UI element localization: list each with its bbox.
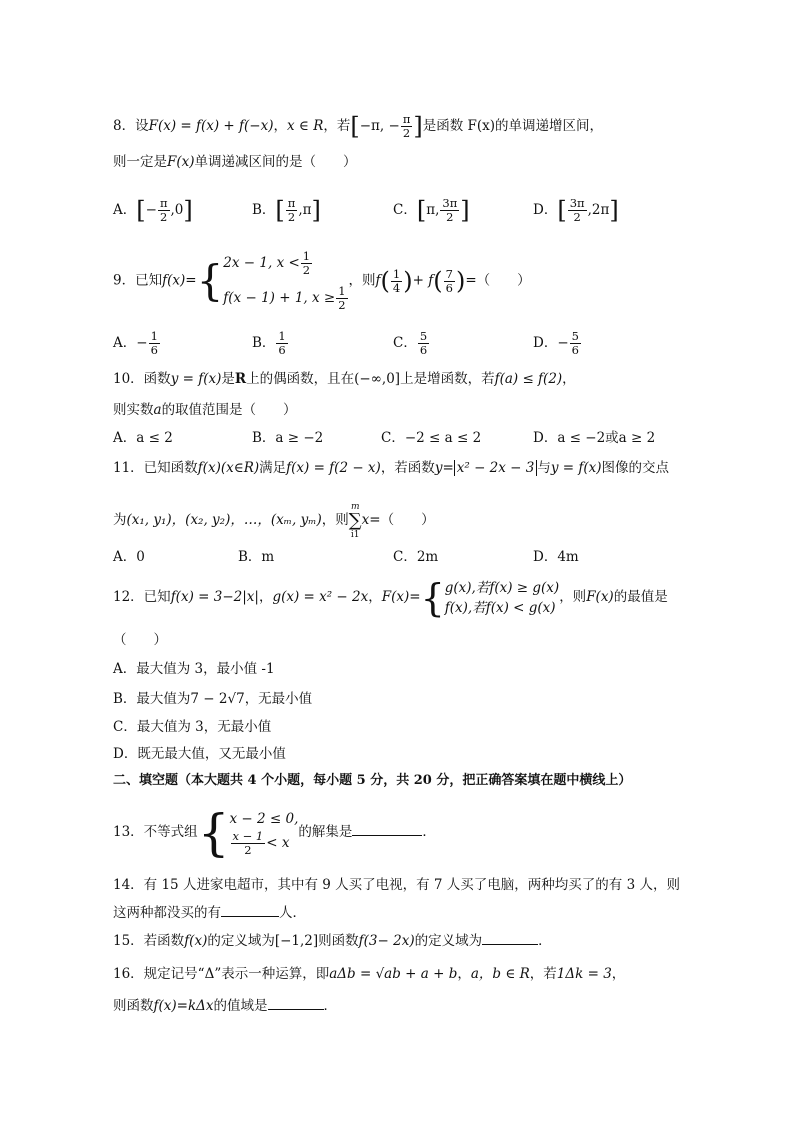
q12-F2: F(x) xyxy=(586,589,614,605)
q14-line2 xyxy=(113,902,306,923)
q13-cases xyxy=(230,808,299,857)
q9-a-num: 1 xyxy=(150,329,158,343)
q11-option-b[interactable]: B．m xyxy=(238,549,275,565)
q16-line1 xyxy=(113,964,625,984)
q11-e: 图像的交点 xyxy=(601,460,670,476)
q12-option-c[interactable]: C．最大值为 3，无最小值 xyxy=(113,719,272,735)
q11-cond: f(x) = f(2 − x) xyxy=(286,460,381,476)
q12-f: f(x) = 3−2|x| xyxy=(170,589,259,605)
q13-answer-blank[interactable] xyxy=(352,821,422,836)
q9-p1l: ( xyxy=(380,267,390,295)
q15-end: ． xyxy=(538,933,552,949)
q8-sep1: ， xyxy=(273,118,287,134)
q9-p2l: ( xyxy=(433,267,443,295)
q9-option-a[interactable] xyxy=(113,330,161,357)
q12-case1: g(x),若f(x) ≥ g(x) xyxy=(444,579,560,596)
q9-c-frac xyxy=(418,330,429,357)
q8-c-br: ] xyxy=(460,196,470,225)
q11-a: 11．已知函数 xyxy=(113,460,198,476)
q8-option-b[interactable] xyxy=(252,197,321,224)
q11-d: 与 xyxy=(537,460,551,476)
q10-option-d[interactable]: D．a ≤ −2或a ≥ 2 xyxy=(533,430,656,446)
q8-a-frac xyxy=(158,197,170,224)
q8-c-frac xyxy=(440,197,459,224)
q12-F: F(x)= xyxy=(381,589,421,605)
q12-d: ，则 xyxy=(559,589,587,605)
q10-c: 上的偶函数，且在(−∞,0]上是增函数，若 xyxy=(246,371,495,387)
q8-a-br: ] xyxy=(183,196,193,225)
q10-b: 是 xyxy=(221,371,235,387)
q8-a-bl: [ xyxy=(136,196,146,225)
q9-case1-den: 2 xyxy=(302,263,311,277)
q9-option-c[interactable] xyxy=(393,330,430,357)
q8-option-d[interactable] xyxy=(533,197,619,224)
q12-option-b[interactable] xyxy=(113,689,312,709)
q8-b-frac xyxy=(286,197,298,224)
q8-bracket-left: [ xyxy=(350,112,360,141)
q11-option-d[interactable]: D．4m xyxy=(533,549,579,565)
q8-interval-left: −π, − xyxy=(359,118,400,134)
q9-case1-frac xyxy=(301,250,312,277)
q8-d-label: D． xyxy=(533,202,558,218)
q11-line1 xyxy=(113,458,669,478)
q16-b: ， xyxy=(457,966,471,982)
q13-b: 的解集是 xyxy=(298,824,353,840)
q9-a-frac xyxy=(149,330,160,357)
q8-d-frac xyxy=(568,197,587,224)
q13-case2-den: 2 xyxy=(244,843,252,857)
q9-b-frac xyxy=(276,330,287,357)
q8-tail: 是函数 F(x)的单调递增区间， xyxy=(422,118,604,134)
q8-c-den: 2 xyxy=(446,210,454,224)
q11-abs: x² − 2x − 3 xyxy=(454,460,538,476)
q10-line2-var: a xyxy=(153,402,162,418)
q13-brace: { xyxy=(197,803,230,862)
q11-expr: f(x)(x∈R) xyxy=(197,460,260,476)
q10-line2-a: 则实数 xyxy=(113,402,154,418)
q9-cases xyxy=(223,250,348,312)
q8-a-right: ,0 xyxy=(170,202,184,218)
q12-c: ， xyxy=(368,589,382,605)
q8-b-num: π xyxy=(287,196,296,210)
q11-b: 满足 xyxy=(259,460,287,476)
q9-brace: { xyxy=(196,256,224,305)
q9-d-sign: − xyxy=(557,335,569,351)
q10-option-c[interactable]: C．−2 ≤ a ≤ 2 xyxy=(381,430,482,446)
q9-d-label: D． xyxy=(533,335,558,351)
q9-c-den: 6 xyxy=(419,343,428,357)
q15-b: 的定义域为[−1,2]则函数 xyxy=(207,933,359,949)
q11-sum-bot: i1 xyxy=(350,529,360,540)
q9-c-label: C． xyxy=(393,335,417,351)
section-2-heading: 二、填空题（本大题共 4 个小题，每小题 5 分，共 20 分，把正确答案填在题中横线上） xyxy=(113,773,632,788)
q11-option-c[interactable]: C．2m xyxy=(393,549,439,565)
q8-cond: x ∈ R xyxy=(287,118,324,134)
q8-c-label: C． xyxy=(393,202,417,218)
q9-f1-frac xyxy=(391,268,402,295)
q12-cases xyxy=(445,578,559,618)
q9-a-den: 6 xyxy=(150,343,158,357)
q9-p1r: ) xyxy=(403,267,413,295)
q8-frac-den: 2 xyxy=(402,126,411,140)
q9-option-d[interactable] xyxy=(533,330,582,357)
q10-line2 xyxy=(113,400,297,420)
q9-fx: f(x)= xyxy=(162,272,197,289)
q12-b-expr: 7 − 2√7 xyxy=(190,691,245,707)
q9-case2-den: 2 xyxy=(338,298,346,312)
q11-line2-b: ，则 xyxy=(321,512,349,528)
q12-brace: { xyxy=(420,575,445,620)
q12-paren: （ ） xyxy=(113,632,167,648)
q8-b-bl: [ xyxy=(275,196,285,225)
q14-line1: 14．有 15 人进家电超市，其中有 9 人买了电视，有 7 人买了电脑，两种均买了的有 3 人，则 xyxy=(113,877,680,893)
q9-b-label: B． xyxy=(252,335,276,351)
q11-line2-c: =（ ） xyxy=(369,512,435,528)
q9-c-num: 5 xyxy=(419,329,428,343)
q9-f2-num: 7 xyxy=(445,266,453,281)
q16-cond: 1Δk = 3 xyxy=(556,966,612,982)
q12-e: 的最值是 xyxy=(613,589,668,605)
q8-a-den: 2 xyxy=(160,210,168,224)
q8-a-num: π xyxy=(159,196,168,210)
q12-option-a[interactable]: A．最大值为 3，最小值 -1 xyxy=(113,661,275,677)
q16-d: ， xyxy=(611,966,626,982)
q16-line2-b: 的值域是 xyxy=(213,998,268,1014)
q16-def: aΔb = √ab + a + b xyxy=(329,966,458,982)
q13-case2-frac xyxy=(231,830,266,857)
q16-line2-a: 则函数 xyxy=(113,998,154,1014)
q14-answer-blank[interactable] xyxy=(221,902,279,917)
q8-d-num: 3π xyxy=(569,196,585,210)
q8-c-num: 3π xyxy=(442,196,458,210)
q16-line2 xyxy=(113,995,337,1016)
q10-line2-b: 的取值范围是（ ） xyxy=(161,402,297,418)
q9-a-label: A． xyxy=(113,335,137,351)
q15-answer-blank[interactable] xyxy=(482,930,538,945)
q14-line2-a: 这两种都没买的有 xyxy=(113,905,221,921)
q10-option-b[interactable]: B．a ≥ −2 xyxy=(252,430,324,446)
q16-end: ． xyxy=(323,998,337,1014)
q8-line1 xyxy=(113,113,603,140)
q8-c-left: π, xyxy=(426,202,440,218)
q8-frac xyxy=(401,113,413,140)
q12-a: 12．已知 xyxy=(113,589,171,605)
q9-b-den: 6 xyxy=(278,343,286,357)
q11-line2-a: 为 xyxy=(113,512,127,528)
q11-y: y= xyxy=(434,460,454,476)
q10-R: R xyxy=(234,371,247,387)
q8-b-label: B． xyxy=(252,202,276,218)
q9-p2r: ) xyxy=(455,267,466,295)
q9-end: =（ ） xyxy=(465,272,531,289)
q8-option-c[interactable] xyxy=(393,197,470,224)
q8-number: 8．设 xyxy=(113,118,149,134)
q8-c-bl: [ xyxy=(416,196,427,225)
q10-d: ， xyxy=(562,371,576,387)
q8-line2 xyxy=(113,152,357,172)
q9-option-b[interactable] xyxy=(252,330,289,357)
q9-f1: f xyxy=(375,272,381,289)
q8-option-a[interactable] xyxy=(113,197,193,224)
q8-b-br: ] xyxy=(311,196,321,225)
q12-line xyxy=(113,574,668,620)
q14-line2-b: 人． xyxy=(279,905,306,921)
q11-c: ，若函数 xyxy=(380,460,435,476)
q9-case2-num: 1 xyxy=(338,284,346,298)
q9-f1-num: 1 xyxy=(392,266,401,281)
q8-bracket-right: ] xyxy=(413,112,423,141)
q16-answer-blank[interactable] xyxy=(268,995,324,1010)
q15-f2: f(3− 2x) xyxy=(358,933,415,949)
q9-mid: ，则 xyxy=(348,272,376,289)
q11-line2 xyxy=(113,500,435,541)
q8-frac-num: π xyxy=(402,112,411,126)
q15-c: 的定义域为 xyxy=(414,933,483,949)
q8-d-den: 2 xyxy=(573,210,581,224)
q16-c: ，若 xyxy=(529,966,557,982)
q9-case1 xyxy=(223,250,348,277)
q8-b-den: 2 xyxy=(287,210,296,224)
q13-case2-num: x − 1 xyxy=(232,829,264,843)
q9-a-sign: − xyxy=(136,335,148,351)
q8-line2-b: 单调递减区间的是（ ） xyxy=(194,154,357,170)
q8-a-left: − xyxy=(145,202,157,218)
q9-case2-frac xyxy=(336,285,347,312)
q16-a: 16．规定记号“Δ”表示一种运算，即 xyxy=(113,966,330,982)
q11-sum xyxy=(349,501,362,541)
q8-d-right: ,2π xyxy=(587,202,610,218)
q12-g: g(x) = x² − 2x xyxy=(272,589,369,605)
q9-f1-den: 4 xyxy=(392,280,401,295)
q8-a-label: A． xyxy=(113,202,137,218)
q11-points: (x₁, y₁)，(x₂, y₂)，…，(xₘ, yₘ) xyxy=(126,512,322,528)
q8-line2-a: 则一定是 xyxy=(113,154,167,170)
q10-expr: y = f(x) xyxy=(170,371,222,387)
q11-sum-sym: ∑ xyxy=(348,509,362,531)
q8-sep2: ，若 xyxy=(323,118,351,134)
q9-line xyxy=(113,250,531,312)
q9-plus: + f xyxy=(412,272,434,289)
q10-option-a[interactable]: A．a ≤ 2 xyxy=(113,430,173,446)
q13-a: 13．不等式组 xyxy=(113,824,198,840)
q9-d-den: 6 xyxy=(571,343,579,357)
q9-f2-frac xyxy=(444,268,455,295)
q11-sum-var: x xyxy=(361,512,370,528)
q13-end: ． xyxy=(422,824,436,840)
q10-a: 10．函数 xyxy=(113,371,171,387)
q9-f2-den: 6 xyxy=(445,280,453,295)
q15-line xyxy=(113,930,552,951)
q9-d-num: 5 xyxy=(571,329,579,343)
q12-option-d[interactable]: D．既无最大值，又无最小值 xyxy=(113,746,286,762)
q9-b-num: 1 xyxy=(278,329,286,343)
q10-cond: f(a) ≤ f(2) xyxy=(494,371,563,387)
q15-a: 15．若函数 xyxy=(113,933,185,949)
q16-vars: a，b ∈ R xyxy=(470,966,530,982)
q13-case2-rel: < x xyxy=(266,835,290,851)
q9-number: 9．已知 xyxy=(113,272,163,289)
q11-sum-top: m xyxy=(350,501,360,512)
q9-case1-text: 2x − 1, x < xyxy=(223,255,300,271)
q8-line2-expr: F(x) xyxy=(167,154,195,170)
q12-b-b: ，无最小值 xyxy=(244,691,313,707)
q15-f: f(x) xyxy=(184,933,208,949)
q12-b-a: B．最大值为 xyxy=(113,691,191,707)
q13-line xyxy=(113,804,436,860)
q8-expr: F(x) = f(x) + f(−x) xyxy=(148,118,274,134)
q12-case2: f(x),若f(x) < g(x) xyxy=(444,599,556,616)
q9-d-frac xyxy=(570,330,581,357)
q12-b: ， xyxy=(258,589,273,605)
q8-d-br: ] xyxy=(609,196,619,225)
q8-b-right: ,π xyxy=(298,202,312,218)
q13-case2 xyxy=(230,830,299,857)
q11-option-a[interactable]: A．0 xyxy=(113,549,145,565)
q11-expr2: y = f(x) xyxy=(550,460,602,476)
q8-d-bl: [ xyxy=(557,196,567,225)
q9-case2-text: f(x − 1) + 1, x ≥ xyxy=(223,290,336,306)
q9-case1-num: 1 xyxy=(302,249,311,263)
q9-case2 xyxy=(223,285,348,312)
q10-line1 xyxy=(113,369,576,389)
q13-case1: x − 2 ≤ 0, xyxy=(229,811,299,827)
q16-line2-expr: f(x)=kΔx xyxy=(153,998,214,1014)
